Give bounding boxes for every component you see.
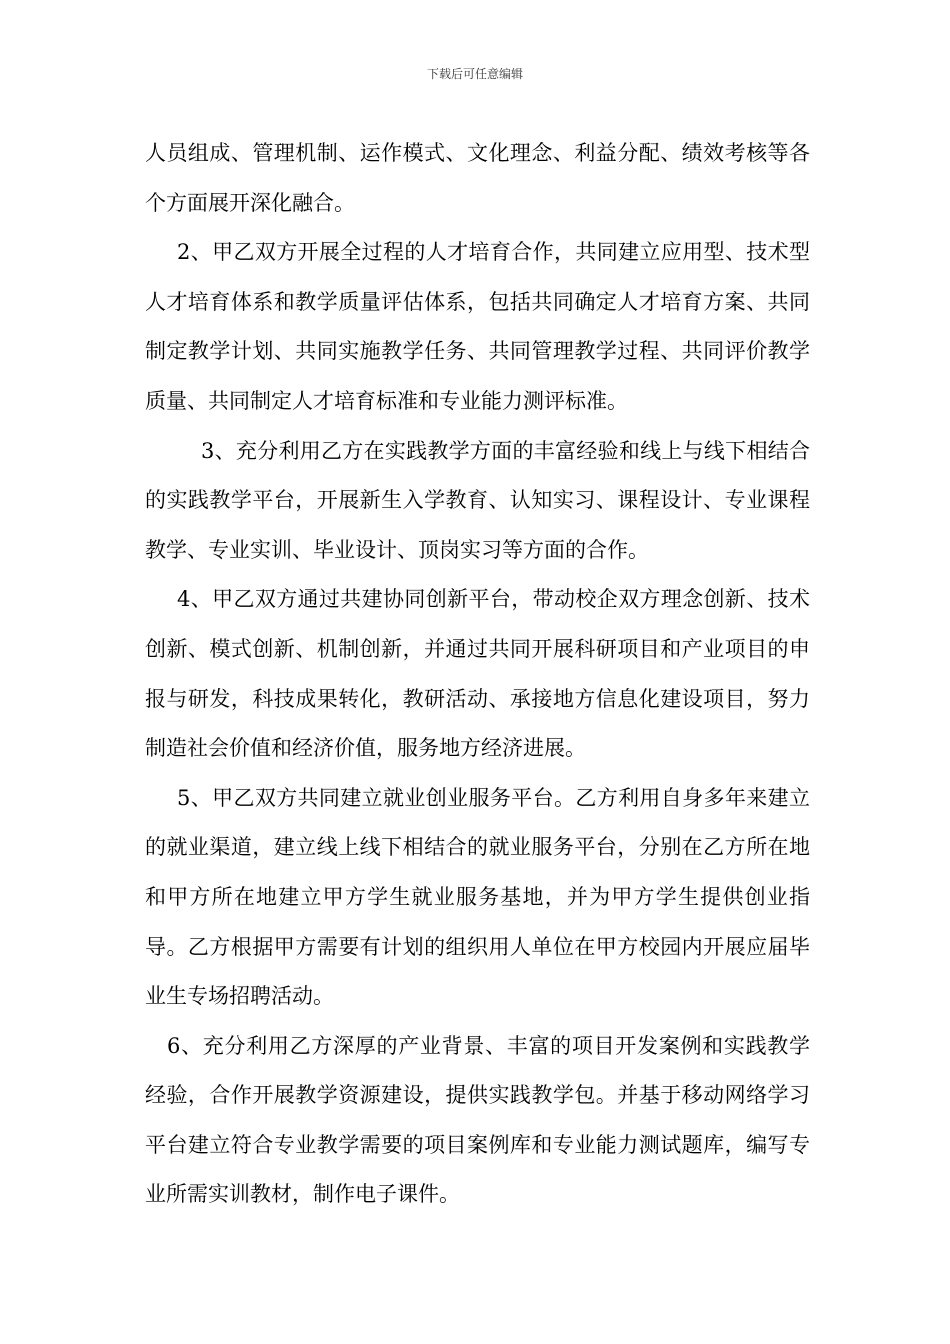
paragraph-item-6: 6、充分利用乙方深厚的产业背景、丰富的项目开发案例和实践教学经验，合作开展教学资源建设，提供实践教学包。并基于移动网络学习平台建立符合专业教学需要的项目案例库和专业能力测试题库，编写专业所需实训教材，制作电子课件。	[145, 1033, 810, 1207]
paragraph-item-3: 3、充分利用乙方在实践教学方面的丰富经验和线上与线下相结合的实践教学平台，开展新生入学教育、认知实习、课程设计、专业课程教学、专业实训、毕业设计、顶岗实习等方面的合作。	[145, 438, 810, 562]
page-header: 下载后可任意编辑	[426, 67, 523, 81]
document-body	[145, 129, 810, 1220]
paragraph-continuation: 人员组成、管理机制、运作模式、文化理念、利益分配、绩效考核等各个方面展开深化融合。	[145, 141, 810, 215]
paragraph-item-4: 4、甲乙双方通过共建协同创新平台，带动校企双方理念创新、技术创新、模式创新、机制创新，并通过共同开展科研项目和产业项目的申报与研发，科技成果转化，教研活动、承接地方信息化建设项目，努力制造社会价值和经济价值，服务地方经济进展。	[145, 587, 810, 761]
paragraph-item-2: 2、甲乙双方开展全过程的人才培育合作，共同建立应用型、技术型人才培育体系和教学质量评估体系，包括共同确定人才培育方案、共同制定教学计划、共同实施教学任务、共同管理教学过程、共同评价教学质量、共同制定人才培育标准和专业能力测评标准。	[145, 240, 810, 413]
paragraph-item-5: 5、甲乙双方共同建立就业创业服务平台。乙方利用自身多年来建立的就业渠道，建立线上线下相结合的就业服务平台，分别在乙方所在地和甲方所在地建立甲方学生就业服务基地，并为甲方学生提供创业指导。乙方根据甲方需要有计划的组织用人单位在甲方校园内开展应届毕业生专场招聘活动。	[145, 785, 810, 1009]
